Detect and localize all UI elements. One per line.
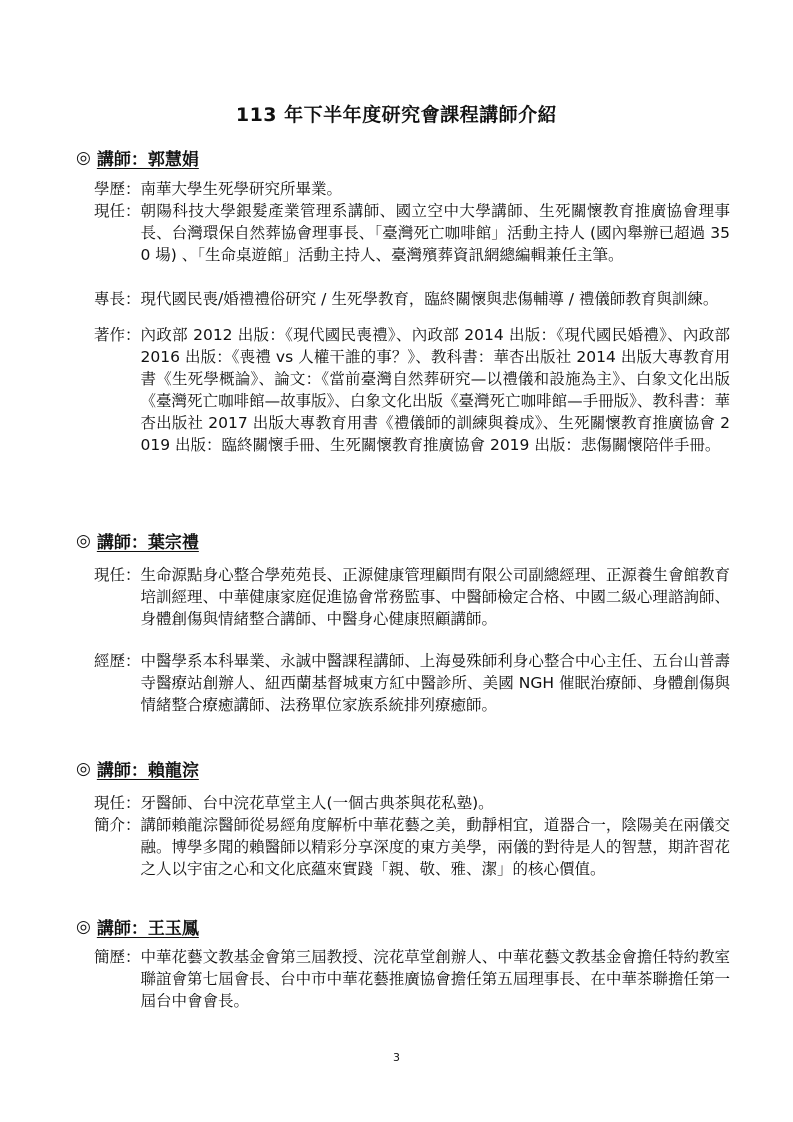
- lecturer-heading-4: [76, 914, 199, 939]
- bullet-mark-icon: ◎: [76, 916, 91, 937]
- field-label: 專長：: [94, 290, 141, 308]
- bullet-mark-icon: ◎: [76, 530, 91, 551]
- document-title: 113 年下半年度研究會課程講師介紹: [235, 104, 558, 126]
- field-value: 中醫學系本科畢業、永誠中醫課程講師、上海曼殊師利身心整合中心主任、五台山普壽寺醫療站創辦人、紐西蘭基督城東方紅中醫診所、美國 NGH 催眠治療師、身體創傷與情緒整合療癒講師、法務單位家族系統排列療癒師。: [140, 652, 730, 714]
- field-value: 內政部 2012 出版：《現代國民喪禮》、內政部 2014 出版：《現代國民婚禮》、內政部 2016 出版：《喪禮 vs 人權干誰的事？》、教科書：華杏出版社 2014 出版大專教育用書《生死學概論》、論文：《當前臺灣自然葬研究—以禮儀和設施為主》、白象文化出版《臺灣死亡咖啡館—故事版》、白象文化出版《臺灣死亡咖啡館—手冊版》、教科書：華杏出版社 2017 出版大專教育用書《禮儀師的訓練與養成》、生死關懷教育推廣協會 2019 出版：臨終關懷手冊、生死關懷教育推廣協會 2019 出版：悲傷關懷陪伴手冊。: [140, 326, 730, 454]
- field-value: 朝陽科技大學銀髮產業管理系講師、國立空中大學講師、生死關懷教育推廣協會理事長、台灣環保自然葬協會理事長、「臺灣死亡咖啡館」活動主持人 (國內舉辦已超過 350 場) 、「生命桌遊館」活動主持人、臺灣殯葬資訊網總編輯兼任主筆。: [140, 202, 730, 264]
- lecturer-name: 講師：郭慧娟: [96, 150, 199, 170]
- field-current-position: [94, 792, 730, 814]
- lecturer-heading-1: [76, 145, 199, 170]
- field-current-position: [94, 200, 730, 266]
- lecturer-name: 講師：葉宗禮: [96, 533, 199, 553]
- field-expertise: [94, 288, 730, 310]
- lecturer-name: 講師：王玉鳳: [96, 919, 199, 939]
- lecturer-heading-2: [76, 528, 199, 553]
- field-value: 南華大學生死學研究所畢業。: [140, 180, 343, 198]
- field-label: 學歷：: [94, 180, 141, 198]
- field-experience: [94, 650, 730, 716]
- field-current-position: [94, 564, 730, 630]
- field-label: 現任：: [94, 794, 141, 812]
- field-label: 簡歷：: [94, 948, 141, 966]
- field-value: 講師賴龍淙醫師從易經角度解析中華花藝之美，動靜相宜，道器合一，陰陽美在兩儀交融。博學多聞的賴醫師以精彩分享深度的東方美學，兩儀的對待是人的智慧，期許習花之人以宇宙之心和文化底蘊來實踐「親、敬、雅、潔」的核心價值。: [140, 816, 730, 878]
- field-label: 現任：: [94, 566, 141, 584]
- lecturer-name: 講師：賴龍淙: [96, 761, 199, 781]
- page-number: 3: [393, 1051, 400, 1064]
- lecturer-heading-3: [76, 756, 199, 781]
- bullet-mark-icon: ◎: [76, 147, 91, 168]
- field-education: [94, 178, 730, 200]
- field-value: 中華花藝文教基金會第三屆教授、浣花草堂創辦人、中華花藝文教基金會擔任特約教室聯誼會第七屆會長、台中市中華花藝推廣協會擔任第五屆理事長、在中華茶聯擔任第一屆台中會會長。: [140, 948, 730, 1010]
- field-profile: [94, 946, 730, 1012]
- field-value: 生命源點身心整合學苑苑長、正源健康管理顧問有限公司副總經理、正源養生會館教育培訓經理、中華健康家庭促進協會常務監事、中醫師檢定合格、中國二級心理諮詢師、身體創傷與情緒整合講師、中醫身心健康照顧講師。: [140, 566, 730, 628]
- field-label: 經歷：: [94, 652, 141, 670]
- field-publications: [94, 324, 730, 456]
- field-label: 著作：: [94, 326, 141, 344]
- bullet-mark-icon: ◎: [76, 758, 91, 779]
- field-value: 牙醫師、台中浣花草堂主人(一個古典茶與花私塾)。: [140, 794, 494, 812]
- field-introduction: [94, 814, 730, 880]
- field-label: 簡介：: [94, 816, 141, 834]
- field-label: 現任：: [94, 202, 141, 220]
- field-value: 現代國民喪/婚禮禮俗研究 / 生死學教育，臨終關懷與悲傷輔導 / 禮儀師教育與訓練。: [140, 290, 719, 308]
